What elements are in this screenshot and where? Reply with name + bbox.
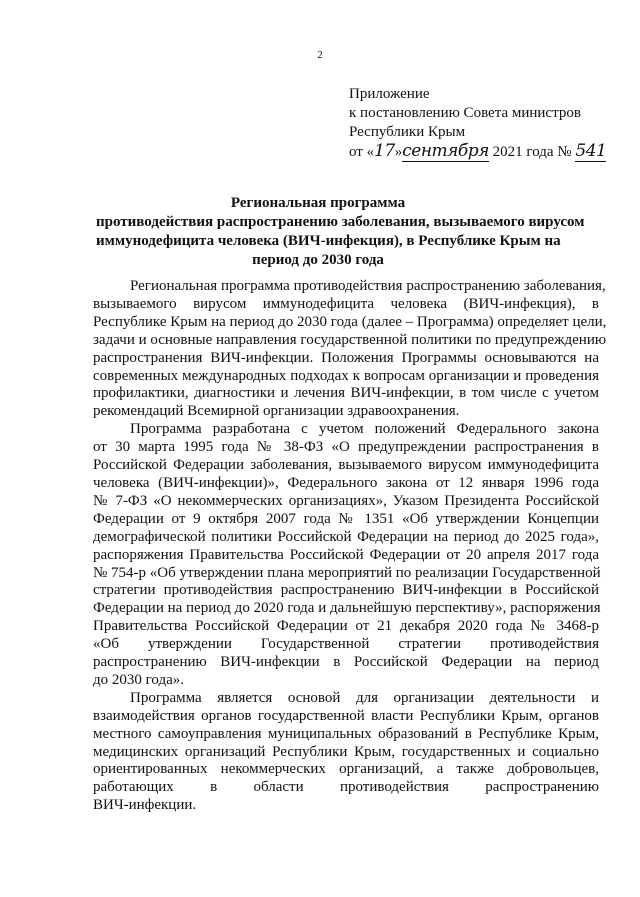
text-line: № 7-ФЗ «О некоммерческих организациях», Указом Президента Российской xyxy=(93,492,599,509)
handwritten-number: 541 xyxy=(575,141,607,161)
handwritten-month: сентября xyxy=(402,141,489,161)
text-line: вызываемого вирусом иммунодефицита человека (ВИЧ-инфекция), в xyxy=(93,295,599,312)
text-line: Региональная программа противодействия распространению заболевания, xyxy=(130,278,606,294)
handwritten-day: 17 xyxy=(374,141,395,161)
text-line: Правительства Российской Федерации от 21 декабря 2020 года № 3468-р xyxy=(93,618,599,635)
appendix-line: к постановлению Совета министров xyxy=(349,105,581,121)
text-line: медицинских организаций Республики Крым, государственных и социально xyxy=(93,743,599,760)
text-line: взаимодействия органов государственной власти Республики Крым, органов xyxy=(93,707,599,724)
date-mid: » xyxy=(394,144,403,160)
date-prefix: от « xyxy=(349,144,375,160)
text-line: Федерации на период до 2020 года и дальнейшую перспективу», распоряжения xyxy=(93,600,601,617)
page-number: 2 xyxy=(317,49,323,61)
title-line: противодействия распространению заболевания, вызываемого вирусом xyxy=(96,214,585,230)
text-line: Федерации от 9 октября 2007 года № 1351 «Об утверждении Концепции xyxy=(93,510,599,527)
text-line: Российской Федерации заболевания, вызываемого вирусом иммунодефицита xyxy=(93,457,599,474)
text-line: современных международных подходах к вопросам организации и проведения xyxy=(93,367,599,384)
appendix-header xyxy=(349,85,619,162)
appendix-date-line xyxy=(349,142,619,162)
text-line: распространения ВИЧ-инфекции. Положения Программы основываются на xyxy=(93,349,599,366)
paragraph-3 xyxy=(93,690,599,815)
appendix-line: Приложение xyxy=(349,86,430,102)
text-line: Республике Крым на период до 2030 года (далее – Программа) определяет цели, xyxy=(93,313,607,330)
title-line: Региональная программа xyxy=(230,195,406,211)
appendix-line: Республики Крым xyxy=(349,124,466,140)
text-line: местного самоуправления муниципальных образований в Республике Крым, xyxy=(93,725,599,742)
paragraph-1 xyxy=(93,278,607,421)
text-line: человека (ВИЧ-инфекции)», Федерального закона от 12 января 1996 года xyxy=(93,474,599,491)
document-title xyxy=(96,194,585,270)
text-line: Программа разработана с учетом положений Федерального закона xyxy=(130,421,599,438)
text-line: № 754-р «Об утверждении плана мероприятий по реализации Государственной xyxy=(93,564,601,581)
text-line: задачи и основные направления государственной политики по предупреждению xyxy=(93,331,607,348)
text-line: от 30 марта 1995 года № 38-ФЗ «О предупреждении распространения в xyxy=(93,439,599,456)
text-line: демографической политики Российской Федерации на период до 2025 года», xyxy=(93,528,599,545)
title-line: период до 2030 года xyxy=(252,252,384,268)
title-line: иммунодефицита человека (ВИЧ-инфекция), в Республике Крым на xyxy=(96,233,561,249)
text-line: до 2030 года». xyxy=(93,671,185,688)
text-line: ВИЧ-инфекции. xyxy=(93,797,197,814)
text-line: распоряжения Правительства Российской Федерации от 20 апреля 2017 года xyxy=(93,546,599,563)
text-line: рекомендаций Всемирной организации здравоохранения. xyxy=(93,403,460,420)
paragraph-2 xyxy=(93,421,599,690)
text-line: ориентированных некоммерческих организаций, а также добровольцев, xyxy=(93,761,599,778)
document-body xyxy=(93,278,607,815)
date-suffix: 2021 года № xyxy=(488,144,576,160)
text-line: работающих в области противодействия распространению xyxy=(93,779,599,796)
text-line: Программа является основой для организации деятельности и xyxy=(130,689,599,706)
text-line: «Об утверждении Государственной стратегии противодействия xyxy=(93,636,599,653)
text-line: профилактики, диагностики и лечения ВИЧ-инфекции, в том числе с учетом xyxy=(93,385,599,402)
text-line: стратегии противодействия распространению ВИЧ-инфекции в Российской xyxy=(93,582,599,599)
text-line: распространению ВИЧ-инфекции в Российской Федерации на период xyxy=(93,654,599,671)
